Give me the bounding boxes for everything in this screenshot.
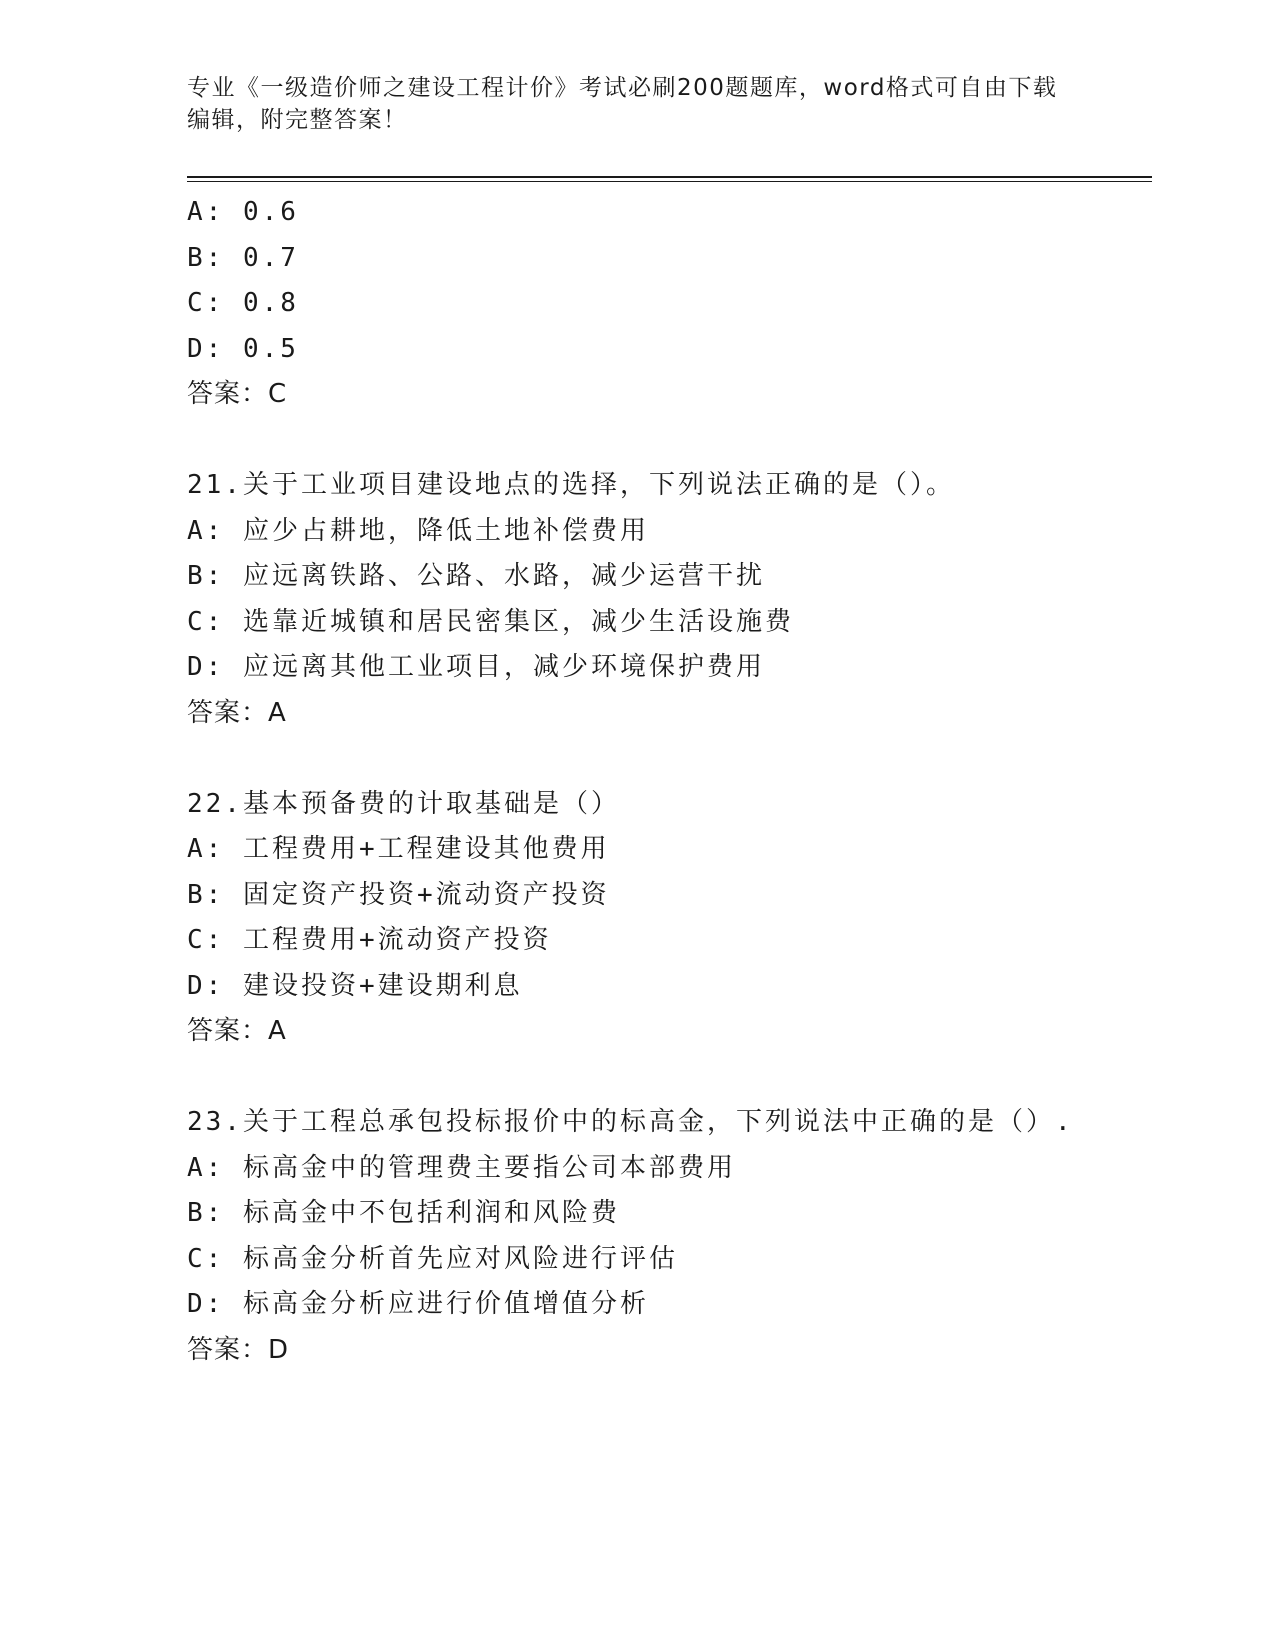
block-spacer: [187, 418, 1152, 464]
answer-line: 答案：A: [187, 697, 287, 728]
question-22: 22.基本预备费的计取基础是（）: [187, 788, 620, 819]
question-21: 21.关于工业项目建设地点的选择，下列说法正确的是（）。: [187, 470, 955, 500]
document-header: [187, 72, 1087, 136]
option-d: D: 0.5: [187, 333, 299, 364]
option-c: C: 工程费用+流动资产投资: [187, 925, 552, 955]
option-d: D: 应远离其他工业项目，减少环境保护费用: [187, 652, 765, 682]
header-divider-thin: [187, 181, 1152, 182]
block-spacer: [187, 736, 1152, 782]
option-b: B: 固定资产投资+流动资产投资: [187, 879, 610, 910]
option-c: C: 选靠近城镇和居民密集区，减少生活设施费: [187, 606, 794, 637]
answer-line: 答案：A: [187, 1016, 287, 1046]
option-a: A: 应少占耕地，降低土地补偿费用: [187, 515, 649, 546]
answer-line: 答案：D: [187, 1334, 290, 1365]
option-c: C: 标高金分析首先应对风险进行评估: [187, 1243, 678, 1274]
option-b: B: 标高金中不包括利润和风险费: [187, 1198, 620, 1228]
answer-line: 答案：C: [187, 379, 288, 409]
header-line-2: 编辑，附完整答案！: [187, 107, 408, 133]
question-23: 23.关于工程总承包投标报价中的标高金，下列说法中正确的是（）.: [187, 1107, 1074, 1137]
block-spacer: [187, 1055, 1152, 1101]
option-b: B: 应远离铁路、公路、水路，减少运营干扰: [187, 561, 765, 591]
option-d: D: 标高金分析应进行价值增值分析: [187, 1289, 649, 1319]
header-divider-thick: [187, 176, 1152, 178]
option-d: D: 建设投资+建设期利息: [187, 970, 523, 1001]
question-list: [187, 190, 1152, 1373]
header-line-1: 专业《一级造价师之建设工程计价》考试必刷200题题库，word格式可自由下载: [187, 75, 1058, 101]
option-a: A: 标高金中的管理费主要指公司本部费用: [187, 1152, 736, 1183]
option-a: A: 0.6: [187, 197, 299, 227]
option-a: A: 工程费用+工程建设其他费用: [187, 834, 610, 864]
option-b: B: 0.7: [187, 242, 299, 273]
option-c: C: 0.8: [187, 288, 299, 318]
